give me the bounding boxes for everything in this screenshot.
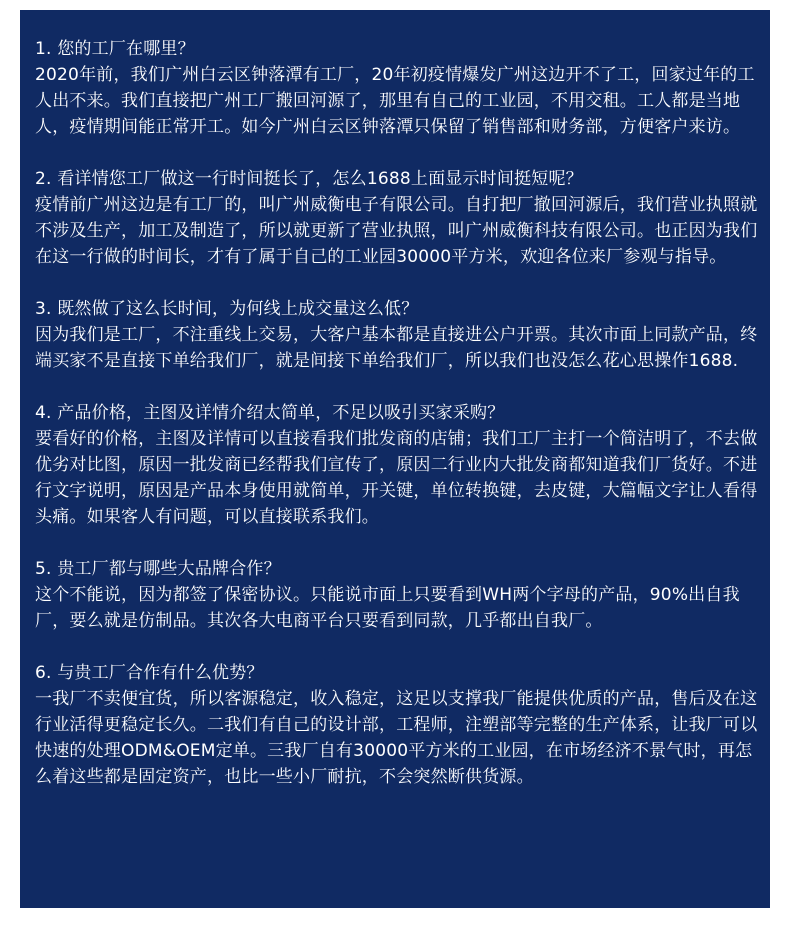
- faq-question-1: 1. 您的工厂在哪里？: [35, 39, 195, 59]
- faq-answer-4: 要看好的价格，主图及详情可以直接看我们批发商的店铺；我们工厂主打一个简洁明了，不去做优劣对比图，原因一批发商已经帮我们宣传了，原因二行业内大批发商都知道我们厂货好。不进行文字说明，原因是产品本身使用就简单，开关键，单位转换键，去皮键，大篇幅文字让人看得头痛。如果客人有问题，可以直接联系我们。: [35, 429, 758, 527]
- faq-question-2: 2. 看详情您工厂做这一行时间挺长了，怎么1688上面显示时间挺短呢？: [35, 169, 583, 189]
- faq-question-5: 5. 贵工厂都与哪些大品牌合作？: [35, 559, 281, 579]
- faq-question-4: 4. 产品价格，主图及详情介绍太简单，不足以吸引买家采购？: [35, 403, 505, 423]
- faq-answer-5: 这个不能说，因为都签了保密协议。只能说市面上只要看到WH两个字母的产品，90%出自我厂，要么就是仿制品。其次各大电商平台只要看到同款，几乎都出自我厂。: [35, 585, 740, 631]
- faq-item-6: [35, 660, 758, 790]
- faq-question-6: 6. 与贵工厂合作有什么优势？: [35, 663, 264, 683]
- faq-answer-6: 一我厂不卖便宜货，所以客源稳定，收入稳定，这足以支撑我厂能提供优质的产品，售后及在这行业活得更稳定长久。二我们有自己的设计部，工程师，注塑部等完整的生产体系，让我厂可以快速的处理ODM&OEM定单。三我厂自有30000平方米的工业园，在市场经济不景气时，再怎么着这些都是固定资产，也比一些小厂耐抗，不会突然断供货源。: [35, 689, 758, 787]
- faq-answer-1: 2020年前，我们广州白云区钟落潭有工厂，20年初疫情爆发广州这边开不了工，回家过年的工人出不来。我们直接把广州工厂搬回河源了，那里有自己的工业园，不用交租。工人都是当地人，疫情期间能正常开工。如今广州白云区钟落潭只保留了销售部和财务部，方便客户来访。: [35, 65, 755, 137]
- faq-question-3: 3. 既然做了这么长时间，为何线上成交量这么低？: [35, 299, 419, 319]
- faq-item-3: [35, 296, 758, 374]
- faq-item-5: [35, 556, 758, 634]
- faq-answer-3: 因为我们是工厂，不注重线上交易，大客户基本都是直接进公户开票。其次市面上同款产品，终端买家不是直接下单给我们厂，就是间接下单给我们厂，所以我们也没怎么花心思操作1688.: [35, 325, 758, 371]
- faq-answer-2: 疫情前广州这边是有工厂的，叫广州威衡电子有限公司。自打把厂撤回河源后，我们营业执照就不涉及生产，加工及制造了，所以就更新了营业执照，叫广州威衡科技有限公司。也正因为我们在这一行做的时间长，才有了属于自己的工业园30000平方米，欢迎各位来厂参观与指导。: [35, 195, 758, 267]
- faq-item-1: [35, 36, 758, 140]
- faq-item-4: [35, 400, 758, 530]
- faq-panel: [20, 10, 770, 908]
- faq-item-2: [35, 166, 758, 270]
